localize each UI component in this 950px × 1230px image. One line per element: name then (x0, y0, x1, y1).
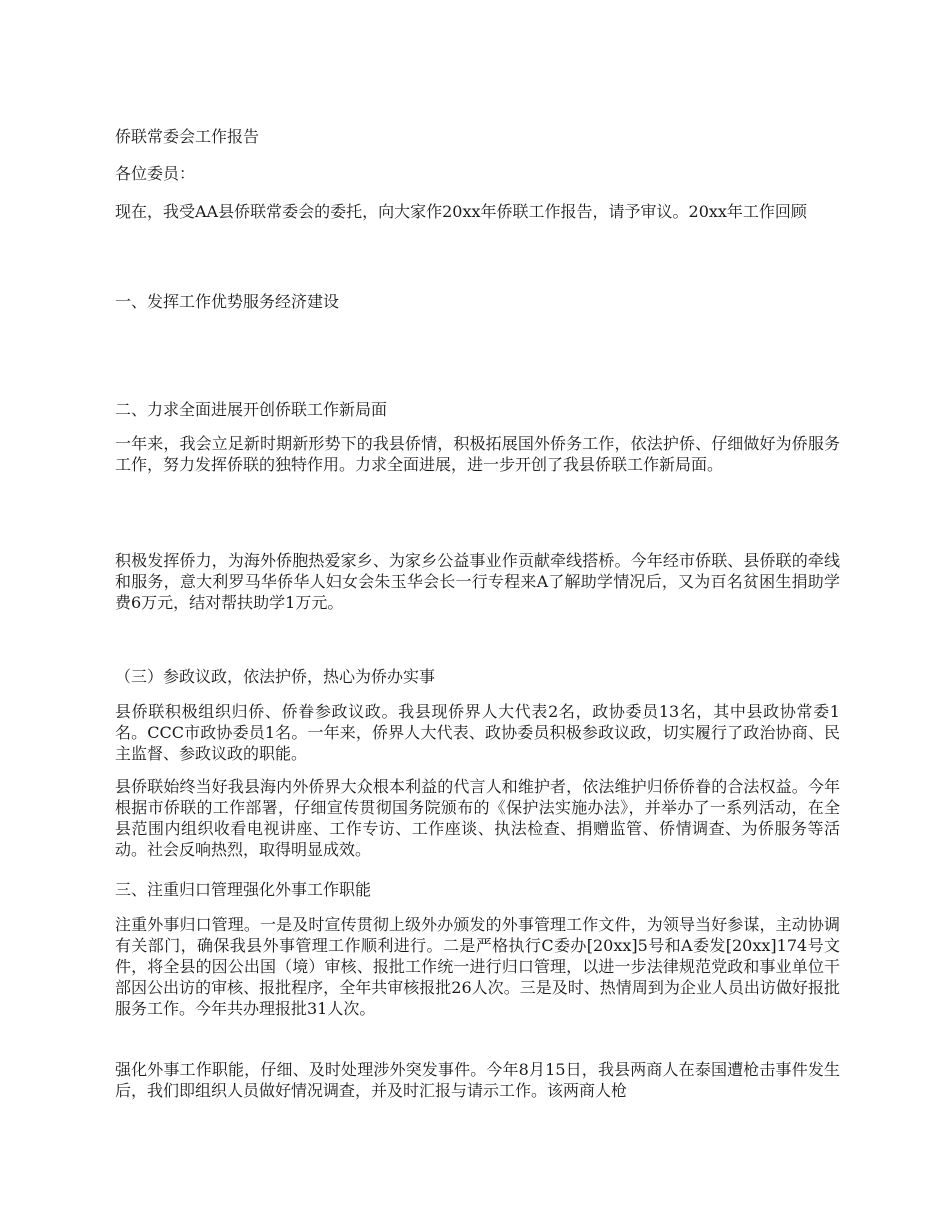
subsection-heading-3: （三）参政议政，依法护侨，热心为侨办实事 (115, 667, 436, 686)
section-2-paragraph-1: 一年来，我会立足新时期新形势下的我县侨情，积极拓展国外侨务工作，依法护侨、仔细做好为侨服务工作，努力发挥侨联的独特作用。力求全面进展，进一步开创了我县侨联工作新局面。 (115, 434, 840, 474)
section-2-paragraph-2: 积极发挥侨力，为海外侨胞热爱家乡、为家乡公益事业作贡献牵线搭桥。今年经市侨联、县侨联的牵线和服务，意大利罗马华侨华人妇女会朱玉华会长一行专程来A了解助学情况后，又为百名贫困生捐助学费6万元，结对帮扶助学1万元。 (115, 551, 840, 612)
section-heading-3: 三、注重归口管理强化外事工作职能 (115, 880, 372, 899)
salutation: 各位委员： (115, 164, 196, 183)
section-heading-2: 二、力求全面进展开创侨联工作新局面 (115, 400, 388, 419)
document-title: 侨联常委会工作报告 (115, 127, 260, 146)
section-heading-1: 一、发挥工作优势服务经济建设 (115, 292, 340, 311)
intro-paragraph: 现在，我受AA县侨联常委会的委托，向大家作20xx年侨联工作报告，请予审议。20xx年工作回顾 (115, 202, 807, 221)
subsection-3-paragraph-1: 县侨联积极组织归侨、侨眷参政议政。我县现侨界人大代表2名，政协委员13名，其中县政协常委1名。CCC市政协委员1名。一年来，侨界人大代表、政协委员积极参政议政，切实履行了政治协商、民主监督、参政议政的职能。 (115, 702, 840, 763)
section-3-paragraph-2: 强化外事工作职能，仔细、及时处理涉外突发事件。今年8月15日，我县两商人在泰国遭枪击事件发生后，我们即组织人员做好情况调查，并及时汇报与请示工作。该两商人枪 (115, 1060, 840, 1100)
section-3-paragraph-1: 注重外事归口管理。一是及时宣传贯彻上级外办颁发的外事管理工作文件，为领导当好参谋，主动协调有关部门，确保我县外事管理工作顺利进行。二是严格执行C委办[20xx]5号和A委发[20xx]174号文件，将全县的因公出国（境）审核、报批工作统一进行归口管理，以进一步法律规范党政和事业单位干部因公出访的审核、报批程序，全年共审核报批26人次。三是及时、热情周到为企业人员出访做好报批服务工作。今年共办理报批31人次。 (115, 915, 840, 1018)
subsection-3-paragraph-2: 县侨联始终当好我县海内外侨界大众根本利益的代言人和维护者，依法维护归侨侨眷的合法权益。今年根据市侨联的工作部署，仔细宣传贯彻国务院颁布的《保护法实施办法》，并举办了一系列活动，在全县范围内组织收看电视讲座、工作专访、工作座谈、执法检查、捐赠监管、侨情调查、为侨服务等活动。社会反响热烈，取得明显成效。 (115, 777, 840, 859)
